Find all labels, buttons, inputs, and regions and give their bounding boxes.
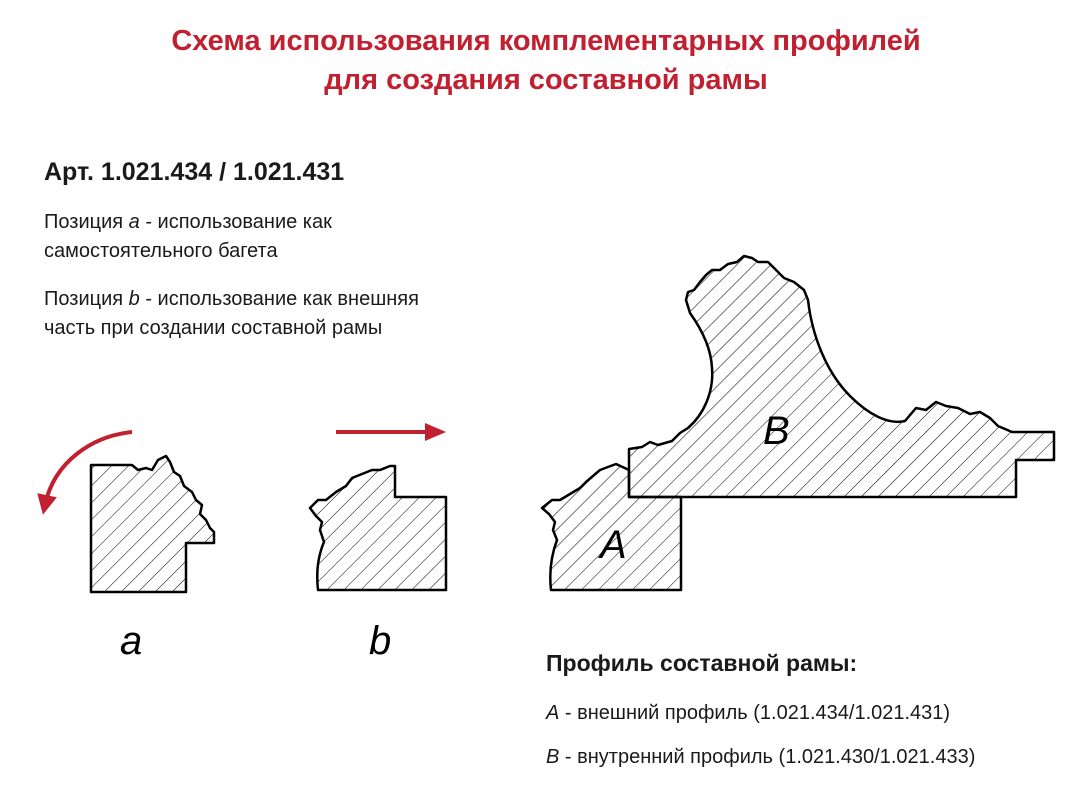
- legend-b-text: - внутренний профиль (1.021.430/1.021.433): [559, 746, 976, 768]
- legend-title: Профиль составной рамы:: [546, 650, 858, 676]
- title-line-2: для создания составной рамы: [324, 64, 768, 96]
- position-b-letter: b: [128, 288, 140, 310]
- label-A: A: [600, 523, 627, 567]
- position-b-text-1: - использование как внешняя: [139, 288, 419, 310]
- composite-profile-B: [629, 256, 1054, 497]
- legend-item-a: [546, 702, 950, 725]
- title-line-1: Схема использования комплементарных профилей: [171, 25, 921, 57]
- position-b-prefix: Позиция: [44, 288, 129, 310]
- shift-arrow-head: [425, 423, 446, 441]
- legend-b-letter: B: [546, 746, 560, 768]
- position-a-prefix: Позиция: [44, 211, 129, 233]
- position-a-text-2: самостоятельного багета: [44, 240, 278, 262]
- position-a-text-1: - использование как: [139, 211, 332, 233]
- position-a-letter: a: [128, 211, 140, 233]
- legend-item-b: [546, 746, 975, 769]
- article-numbers: Арт. 1.021.434 / 1.021.431: [44, 158, 345, 186]
- position-b-text-2: часть при создании составной рамы: [44, 317, 383, 339]
- legend-a-text: - внешний профиль (1.021.434/1.021.431): [559, 702, 951, 724]
- label-a: a: [120, 619, 143, 663]
- profile-b-section: [310, 466, 446, 590]
- profile-a-section: [91, 456, 214, 592]
- legend-a-letter: A: [546, 702, 560, 724]
- label-B: B: [763, 409, 790, 453]
- label-b: b: [369, 619, 392, 663]
